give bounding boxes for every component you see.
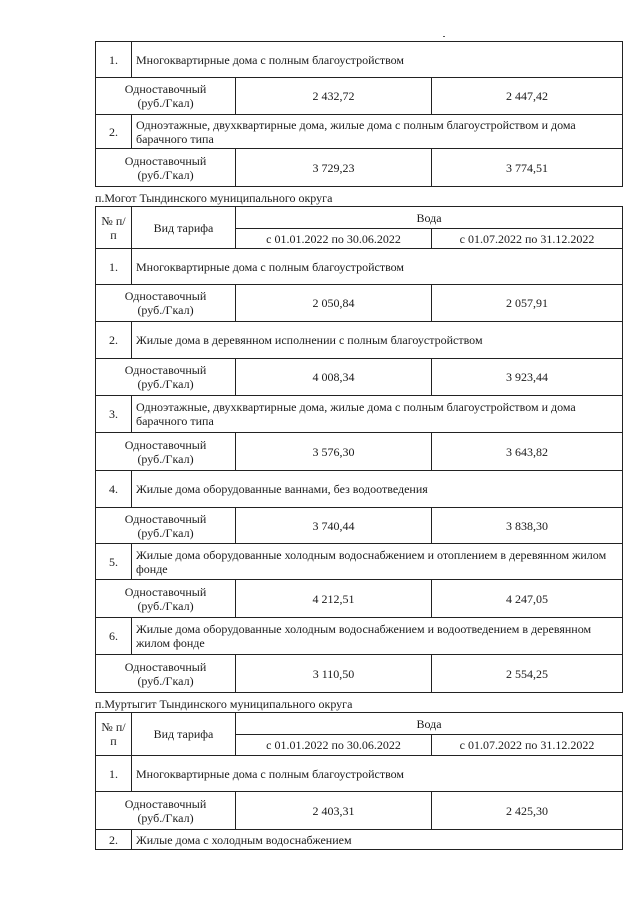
row-description: Жилые дома с холодным водоснабжением bbox=[132, 830, 623, 850]
value-period-1: 4 212,51 bbox=[236, 580, 432, 618]
row-number: 2. bbox=[96, 322, 132, 359]
row-number: 3. bbox=[96, 396, 132, 433]
table-row bbox=[96, 580, 623, 618]
table-row bbox=[96, 396, 623, 433]
tariff-type: Одноставочный (руб./Гкал) bbox=[96, 78, 236, 115]
row-number: 4. bbox=[96, 471, 132, 508]
value-period-2: 3 643,82 bbox=[432, 433, 623, 471]
table-row bbox=[96, 359, 623, 396]
header-period-2: с 01.07.2022 по 31.12.2022 bbox=[432, 735, 623, 756]
table-row bbox=[96, 618, 623, 655]
row-description: Многоквартирные дома с полным благоустройством bbox=[132, 249, 623, 285]
tariff-table-continued bbox=[95, 41, 623, 187]
row-number: 2. bbox=[96, 115, 132, 149]
value-period-2: 4 247,05 bbox=[432, 580, 623, 618]
row-description: Одноэтажные, двухквартирные дома, жилые дома с полным благоустройством и дома барачного типа bbox=[132, 115, 623, 149]
tariff-table-mogot bbox=[95, 206, 623, 693]
row-number: 5. bbox=[96, 544, 132, 580]
value-period-2: 2 425,30 bbox=[432, 792, 623, 830]
header-tariff-type: Вид тарифа bbox=[132, 713, 236, 756]
value-period-1: 4 008,34 bbox=[236, 359, 432, 396]
table-row bbox=[96, 756, 623, 792]
row-number: 1. bbox=[96, 249, 132, 285]
value-period-1: 3 110,50 bbox=[236, 655, 432, 693]
header-water: Вода bbox=[236, 207, 623, 229]
value-period-2: 2 057,91 bbox=[432, 285, 623, 322]
row-description: Жилые дома оборудованные ваннами, без водоотведения bbox=[132, 471, 623, 508]
tariff-type: Одноставочный (руб./Гкал) bbox=[96, 508, 236, 544]
header-water: Вода bbox=[236, 713, 623, 735]
row-number: 1. bbox=[96, 42, 132, 78]
tariff-type: Одноставочный (руб./Гкал) bbox=[96, 580, 236, 618]
value-period-1: 2 403,31 bbox=[236, 792, 432, 830]
value-period-1: 3 740,44 bbox=[236, 508, 432, 544]
tariff-type: Одноставочный (руб./Гкал) bbox=[96, 285, 236, 322]
table-row bbox=[96, 830, 623, 850]
table-header-row bbox=[96, 713, 623, 735]
value-period-2: 2 554,25 bbox=[432, 655, 623, 693]
table-row bbox=[96, 544, 623, 580]
tariff-type: Одноставочный (руб./Гкал) bbox=[96, 359, 236, 396]
table-row bbox=[96, 285, 623, 322]
row-description: Одноэтажные, двухквартирные дома, жилые дома с полным благоустройством и дома барачного типа bbox=[132, 396, 623, 433]
table-row bbox=[96, 249, 623, 285]
header-number: № п/п bbox=[96, 207, 132, 249]
tariff-table-murtygit bbox=[95, 712, 623, 850]
table-row bbox=[96, 792, 623, 830]
row-number: 2. bbox=[96, 830, 132, 850]
row-number: 6. bbox=[96, 618, 132, 655]
value-period-1: 3 729,23 bbox=[236, 149, 432, 187]
table-row bbox=[96, 42, 623, 78]
value-period-2: 3 774,51 bbox=[432, 149, 623, 187]
table-row bbox=[96, 471, 623, 508]
tariff-type: Одноставочный (руб./Гкал) bbox=[96, 433, 236, 471]
section-title-murtygit: п.Муртыгит Тындинского муниципального округа bbox=[95, 697, 353, 711]
table-row bbox=[96, 433, 623, 471]
table-row bbox=[96, 655, 623, 693]
tariff-type: Одноставочный (руб./Гкал) bbox=[96, 792, 236, 830]
value-period-2: 3 923,44 bbox=[432, 359, 623, 396]
value-period-1: 2 432,72 bbox=[236, 78, 432, 115]
row-description: Жилые дома в деревянном исполнении с полным благоустройством bbox=[132, 322, 623, 359]
header-period-1: с 01.01.2022 по 30.06.2022 bbox=[236, 229, 432, 249]
section-title-mogot: п.Могот Тындинского муниципального округа bbox=[95, 191, 333, 205]
header-period-2: с 01.07.2022 по 31.12.2022 bbox=[432, 229, 623, 249]
table-row bbox=[96, 115, 623, 149]
value-period-2: 2 447,42 bbox=[432, 78, 623, 115]
row-description: Жилые дома оборудованные холодным водоснабжением и водоотведением в деревянном жилом фонде bbox=[132, 618, 623, 655]
table-header-row bbox=[96, 207, 623, 229]
table-row bbox=[96, 149, 623, 187]
value-period-1: 3 576,30 bbox=[236, 433, 432, 471]
value-period-2: 3 838,30 bbox=[432, 508, 623, 544]
header-number: № п/п bbox=[96, 713, 132, 756]
row-description: Жилые дома оборудованные холодным водоснабжением и отоплением в деревянном жилом фонде bbox=[132, 544, 623, 580]
table-row bbox=[96, 508, 623, 544]
table-row bbox=[96, 78, 623, 115]
row-number: 1. bbox=[96, 756, 132, 792]
header-period-1: с 01.01.2022 по 30.06.2022 bbox=[236, 735, 432, 756]
tariff-type: Одноставочный (руб./Гкал) bbox=[96, 149, 236, 187]
scan-speck bbox=[443, 36, 445, 37]
header-tariff-type: Вид тарифа bbox=[132, 207, 236, 249]
row-description: Многоквартирные дома с полным благоустройством bbox=[132, 756, 623, 792]
tariff-type: Одноставочный (руб./Гкал) bbox=[96, 655, 236, 693]
table-row bbox=[96, 322, 623, 359]
row-description: Многоквартирные дома с полным благоустройством bbox=[132, 42, 623, 78]
value-period-1: 2 050,84 bbox=[236, 285, 432, 322]
